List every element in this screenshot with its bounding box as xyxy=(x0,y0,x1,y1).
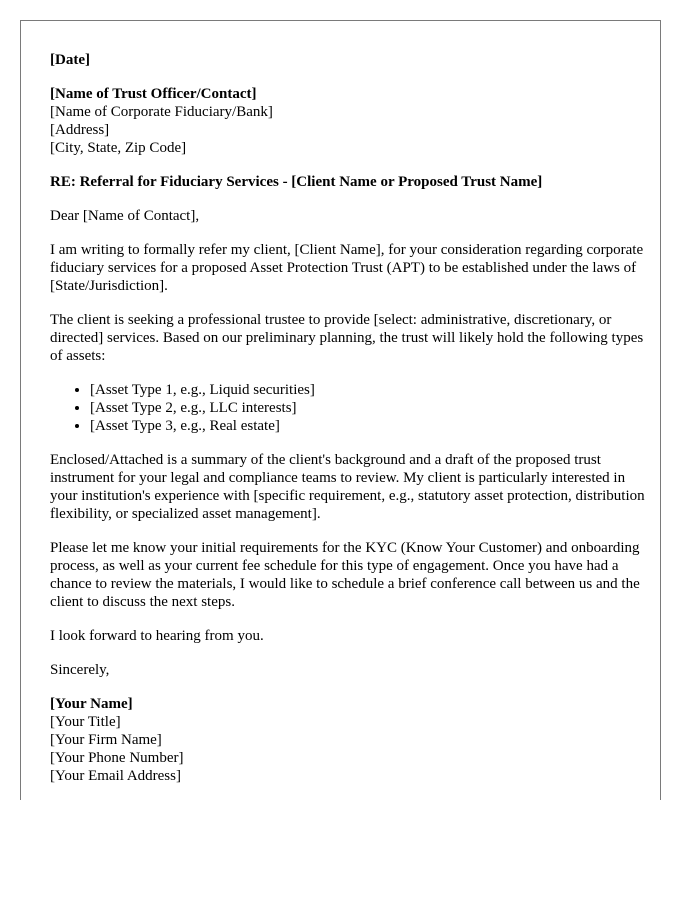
recipient-company: [Name of Corporate Fiduciary/Bank] xyxy=(50,104,273,120)
signature-name: [Your Name] xyxy=(50,696,133,712)
date-block xyxy=(50,51,650,69)
signature-phone: [Your Phone Number] xyxy=(50,750,184,766)
recipient-city-state-zip: [City, State, Zip Code] xyxy=(50,140,187,156)
letter-page xyxy=(20,20,661,800)
signature-block xyxy=(50,695,650,785)
letter-content xyxy=(50,51,650,801)
closing: Sincerely, xyxy=(50,662,110,678)
paragraph-closing-remark: I look forward to hearing from you. xyxy=(50,628,264,644)
signature-title: [Your Title] xyxy=(50,714,121,730)
paragraph-intro: I am writing to formally refer my client, [Client Name], for your consideration regarding corporate fiduciary services for a proposed Asset Protection Trust (APT) to be established under the laws of [State/Jurisdiction]. xyxy=(50,242,644,294)
signature-firm: [Your Firm Name] xyxy=(50,732,162,748)
paragraph-requirements: Please let me know your initial requirements for the KYC (Know Your Customer) and onboarding process, as well as your current fee schedule for this type of engagement. Once you have had a chance to review the materials, I would like to schedule a brief conference call between us and the client to discuss the next steps. xyxy=(50,540,640,610)
letter-subject: RE: Referral for Fiduciary Services - [Client Name or Proposed Trust Name] xyxy=(50,174,543,190)
salutation: Dear [Name of Contact], xyxy=(50,208,200,224)
recipient-address: [Address] xyxy=(50,122,110,138)
list-item: • [Asset Type 1, e.g., Liquid securities] xyxy=(90,381,650,399)
paragraph-trustee-services: The client is seeking a professional trustee to provide [select: administrative, discretionary, or directed] services. Based on our preliminary planning, the trust will likely hold the following types of assets: xyxy=(50,312,644,364)
list-item: • [Asset Type 3, e.g., Real estate] xyxy=(90,417,650,435)
recipient-block xyxy=(50,85,650,157)
letter-date: [Date] xyxy=(50,52,90,68)
list-item: • [Asset Type 2, e.g., LLC interests] xyxy=(90,399,650,417)
recipient-name: [Name of Trust Officer/Contact] xyxy=(50,86,257,102)
signature-email: [Your Email Address] xyxy=(50,768,181,784)
paragraph-enclosures: Enclosed/Attached is a summary of the client's background and a draft of the proposed trust instrument for your legal and compliance teams to review. My client is particularly interested in your institution's experience with [specific requirement, e.g., statutory asset protection, distribution flexibility, or specialized asset management]. xyxy=(50,452,645,522)
asset-list xyxy=(50,381,650,435)
subject-block xyxy=(50,173,650,191)
